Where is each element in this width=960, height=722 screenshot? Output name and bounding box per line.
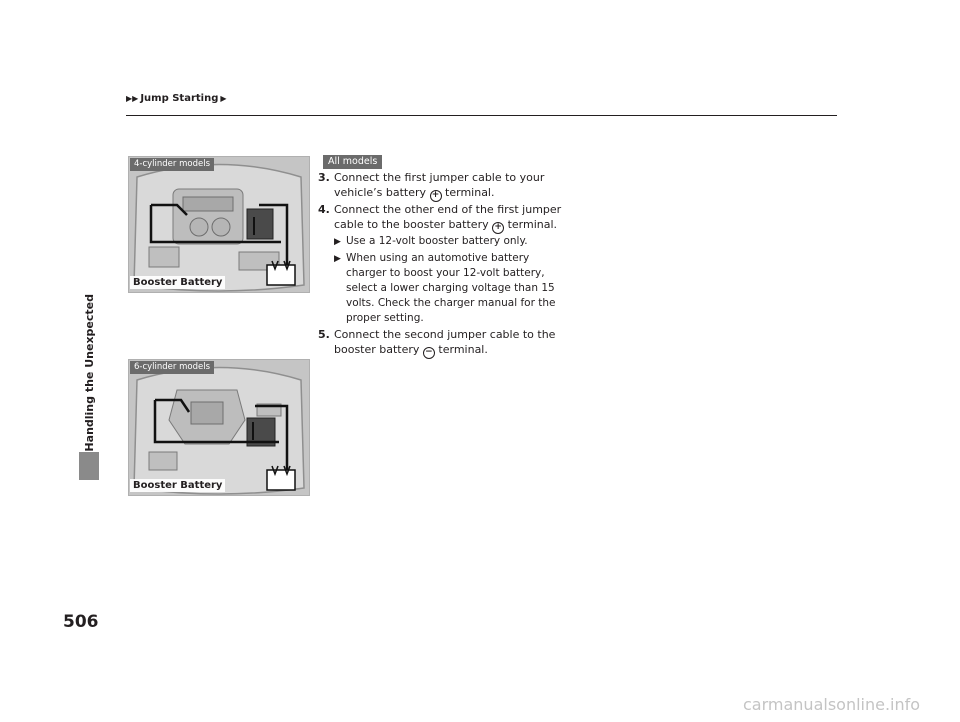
- breadcrumb-label: Jump Starting: [140, 93, 219, 104]
- negative-terminal-icon: −: [423, 347, 435, 359]
- step-5: [318, 327, 568, 359]
- note-text: When using an automotive battery charger to boost your 12-volt battery, select a lower charging voltage than 15 volts. Check the charger manual for the proper setting.: [346, 251, 556, 325]
- watermark: carmanualsonline.info: [743, 695, 921, 714]
- all-models-badge: All models: [323, 155, 382, 169]
- figure-tag: 4-cylinder models: [130, 158, 214, 171]
- page-number: 506: [63, 612, 99, 632]
- instruction-steps: [318, 170, 568, 359]
- engine-bay-illustration: [129, 360, 309, 495]
- engine-bay-illustration: [129, 157, 309, 292]
- booster-battery-callout: Booster Battery: [130, 276, 225, 289]
- section-title-text: Handling the Unexpected: [82, 294, 96, 452]
- note-arrow-icon: ▶: [334, 253, 341, 264]
- note-text: Use a 12-volt booster battery only.: [346, 235, 528, 248]
- section-tab-marker: [79, 452, 99, 480]
- step-text: terminal.: [434, 342, 488, 356]
- note-item: [334, 251, 568, 327]
- step-number: 4.: [318, 203, 330, 217]
- step-number: 5.: [318, 327, 330, 341]
- engine-bay-figure-6-cylinder: [128, 359, 310, 496]
- positive-terminal-icon: +: [430, 190, 442, 202]
- step-number: 3.: [318, 171, 330, 184]
- step-text: terminal.: [441, 186, 495, 200]
- engine-bay-figure-4-cylinder: [128, 156, 310, 293]
- step-text: Connect the other end of the first jumper cable to the booster battery: [334, 203, 562, 232]
- step-text: Connect the second jumper cable to the booster battery: [334, 327, 556, 356]
- step-text: terminal.: [504, 218, 558, 232]
- step-4: [318, 202, 568, 234]
- note-item: [334, 234, 568, 250]
- breadcrumb: [126, 93, 227, 104]
- section-side-title: [79, 62, 99, 452]
- arrow-icon: ▶: [220, 94, 227, 103]
- step-text: Connect the first jumper cable to your vehicle’s battery: [334, 171, 545, 200]
- figure-tag: 6-cylinder models: [130, 361, 214, 374]
- note-arrow-icon: ▶: [334, 237, 341, 248]
- positive-terminal-icon: +: [492, 222, 504, 234]
- step-3: [318, 170, 568, 202]
- double-arrow-icon: ▶▶: [126, 94, 139, 103]
- booster-battery-callout: Booster Battery: [130, 479, 225, 492]
- header-rule: [126, 115, 837, 116]
